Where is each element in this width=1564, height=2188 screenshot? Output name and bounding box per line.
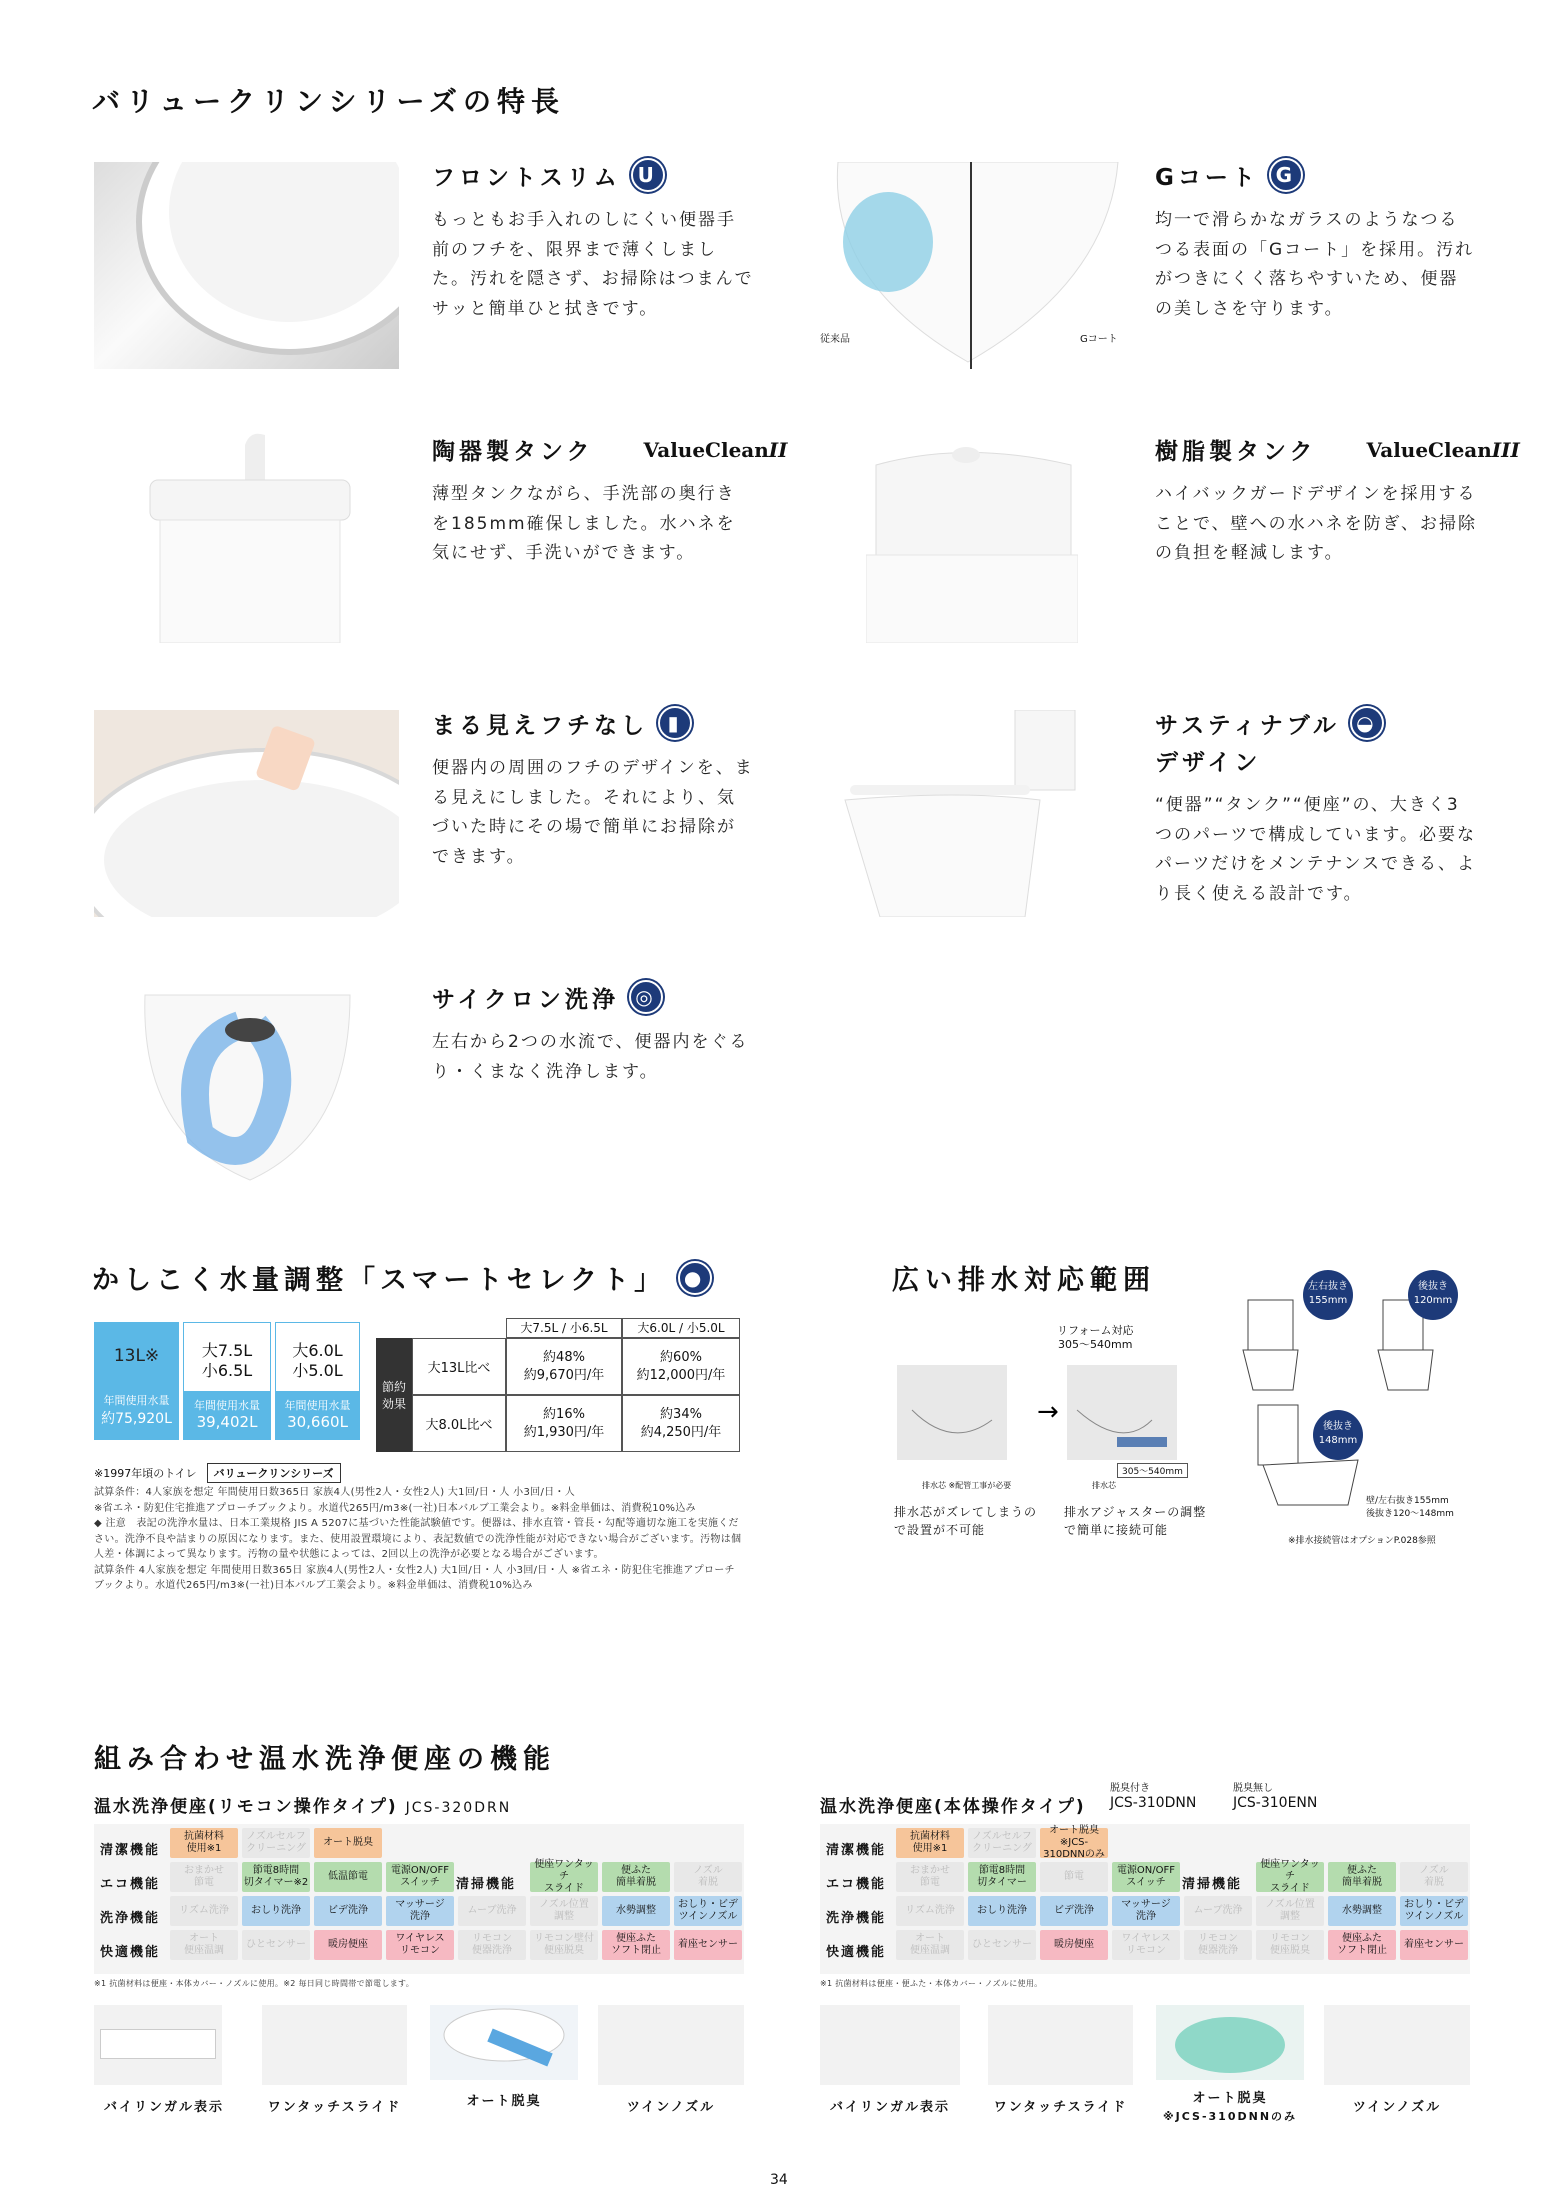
- seat-left-grid: [94, 1824, 744, 1974]
- function-cell: おしり洗浄: [242, 1896, 310, 1926]
- fine-print-line: 試算条件 4人家族を想定 年間使用日数365日 家族4人(男性2人・女性2人) 大1回/日・人 小3回/日・人 ※省エネ・防犯住宅推進アプローチブックより。水道代265円/m3※(一社)日本バルブ工業会より。※料金単価は、消費税10%込み: [94, 1564, 735, 1591]
- feature-desc: 薄型タンクながら、手洗部の奥行きを185mm確保しました。水ハネを気にせず、手洗いができます。: [432, 484, 736, 563]
- feature-desc: “便器”“タンク”“便座”の、大きく3つのパーツで構成しています。必要なパーツだけをメンテナンスできる、より長く使える設計です。: [1155, 795, 1476, 904]
- row-label: 大8.0L比べ: [412, 1395, 506, 1452]
- note-text: ※1997年頃のトイレ: [94, 1467, 197, 1480]
- smart-fine-print: [94, 1485, 744, 1594]
- function-cell: ムーブ洗浄: [1184, 1896, 1252, 1926]
- seat-section-title: 組み合わせ温水洗浄便座の機能: [94, 1744, 556, 1775]
- drain-caption-right: 排水アジャスターの調整で簡単に接続可能: [1064, 1505, 1207, 1537]
- feature-title: 陶器製タンク: [432, 439, 594, 465]
- category-label: 清潔機能: [826, 1843, 887, 1858]
- seat-right-model1: 脱臭付き JCS-310DNN: [1110, 1783, 1197, 1811]
- function-cell: リモコン 便器洗浄: [1184, 1930, 1252, 1960]
- feature-desc: 便器内の周囲のフチのデザインを、まる見えにしました。それにより、気づいた時にその場で簡単にお掃除ができます。: [432, 758, 754, 867]
- seat-left-title: 温水洗浄便座(リモコン操作タイプ) JCS-320DRN: [94, 1797, 512, 1817]
- page-number: 34: [770, 2172, 788, 2188]
- core-left-label: 排水芯 ※配管工事が必要: [922, 1481, 1012, 1490]
- water-drop-icon: ●: [678, 1261, 712, 1295]
- photo-caption: バイリンガル表示: [829, 2100, 950, 2115]
- feature-desc: 左右から2つの水流で、便器内をぐるり・くまなく洗浄します。: [432, 1032, 749, 1082]
- savings-side-label: 節約効果: [376, 1338, 412, 1452]
- g-coat-right-label: Gコート: [1080, 334, 1118, 345]
- function-cell: 抗菌材料 使用※1: [896, 1828, 964, 1858]
- bar-fill: [184, 1391, 270, 1439]
- cell: 約60% 約12,000円/年: [622, 1338, 740, 1395]
- cell: 約48% 約9,670円/年: [506, 1338, 622, 1395]
- feature-title: フロントスリム: [432, 164, 621, 191]
- seat-right-grid: [820, 1824, 1470, 1974]
- function-cell: おしり洗浄: [968, 1896, 1036, 1926]
- sustainable-photo: [840, 710, 1090, 917]
- function-cell: リモコン壁付 便座脱臭: [530, 1930, 598, 1960]
- category-label: 洗浄機能: [100, 1911, 161, 1926]
- photo-caption: ツインノズル: [626, 2100, 716, 2115]
- cyclone-icon: ◎: [629, 980, 663, 1014]
- photo-slide-left: [262, 2005, 407, 2085]
- category-label: エコ機能: [100, 1877, 161, 1892]
- seat-right-title: 温水洗浄便座(本体操作タイプ): [820, 1797, 1086, 1817]
- function-cell: 着座センサー: [1400, 1930, 1468, 1960]
- feature-desc: もっともお手入れのしにくい便器手前のフチを、限界まで薄くしました。汚れを隠さず、お掃除はつまんでサッと簡単ひと拭きです。: [432, 210, 754, 319]
- function-cell: 便ふた 簡単着脱: [602, 1862, 670, 1892]
- drain-diagram: [892, 1310, 1207, 1540]
- feature-title: サスティナブル: [1155, 712, 1340, 739]
- badge-155: 左右抜き 155mm: [1303, 1270, 1353, 1320]
- front-slim-photo: [94, 162, 399, 369]
- front-slim-icon: U: [631, 158, 665, 192]
- feature-title: サイクロン洗浄: [432, 986, 619, 1013]
- cell: 約34% 約4,250円/年: [622, 1395, 740, 1452]
- feature-g-coat: [1155, 158, 1477, 324]
- page-heading: バリュークリンシリーズの特長: [92, 85, 566, 118]
- bar-label: 年間使用水量: [103, 1394, 170, 1407]
- bar-fill: [276, 1391, 359, 1439]
- valueclean-logo: ValueCleanII: [643, 437, 788, 462]
- smart-select-section: [92, 1258, 712, 1297]
- rimless-icon: ▮: [658, 706, 692, 740]
- function-cell: 暖房便座: [1040, 1930, 1108, 1960]
- feature-cyclone: [432, 980, 754, 1087]
- category-label: エコ機能: [826, 1877, 887, 1892]
- note-box: バリュークリンシリーズ: [207, 1463, 341, 1483]
- function-cell: 暖房便座: [314, 1930, 382, 1960]
- valueclean-logo: ValueCleanIII: [1366, 437, 1520, 462]
- category-label: 洗浄機能: [826, 1911, 887, 1926]
- function-cell: ノズルセルフ クリーニング: [242, 1828, 310, 1858]
- g-coat-left-label: 従来品: [820, 334, 850, 345]
- bar-value: 約75,920L: [101, 1411, 172, 1427]
- photo-slide-right: [988, 2005, 1133, 2085]
- category-label: 清潔機能: [100, 1843, 161, 1858]
- water-bar-60: [275, 1322, 360, 1440]
- function-cell: オート 便座温調: [170, 1930, 238, 1960]
- function-cell: 節電8時間 切タイマー※2: [242, 1862, 310, 1892]
- drain-dimensions: [1238, 1270, 1468, 1550]
- function-cell: ノズル位置 調整: [1256, 1896, 1324, 1926]
- drain-title: 広い排水対応範囲: [892, 1265, 1156, 1296]
- function-cell: ビデ洗浄: [1040, 1896, 1108, 1926]
- function-cell: 節電8時間 切タイマー: [968, 1862, 1036, 1892]
- function-cell: 便座ワンタッチ スライド: [1256, 1862, 1324, 1892]
- g-coat-icon: G: [1269, 158, 1303, 192]
- photo-caption: バイリンガル表示: [103, 2100, 224, 2115]
- function-cell: 便座ふた ソフト閉止: [1328, 1930, 1396, 1960]
- seat-right-note: ※1 抗菌材料は便座・便ふた・本体カバー・ノズルに使用。: [820, 1979, 1043, 1988]
- side-note: 壁/左右抜き155mm 後抜き120〜148mm: [1366, 1496, 1454, 1519]
- function-cell: リズム洗浄: [896, 1896, 964, 1926]
- smart-note: [94, 1463, 341, 1483]
- water-bar-75: [183, 1322, 271, 1440]
- feature-sustainable: [1155, 706, 1477, 909]
- function-cell: おまかせ 節電: [170, 1862, 238, 1892]
- feature-ceramic-tank: [432, 433, 788, 569]
- photo-caption: ワンタッチスライド: [267, 2100, 402, 2115]
- photo-nozzle-left: [598, 2005, 744, 2085]
- photo-caption: ツインノズル: [1352, 2100, 1442, 2115]
- function-cell: 便ふた 簡単着脱: [1328, 1862, 1396, 1892]
- badge-148: 後抜き 148mm: [1313, 1410, 1363, 1460]
- feature-resin-tank: [1155, 433, 1520, 569]
- function-cell: リモコン 便器洗浄: [458, 1930, 526, 1960]
- category-label: 快適機能: [100, 1945, 161, 1960]
- g-coat-photo: [818, 162, 1125, 369]
- reform-label: リフォーム対応 305〜540mm: [1057, 1324, 1134, 1351]
- bar-label: 年間使用水量: [194, 1399, 260, 1412]
- col-head: 大7.5L / 小6.5L: [506, 1318, 622, 1338]
- bar-top: 13L※: [113, 1346, 160, 1366]
- bar-top: 大6.0L 小5.0L: [292, 1341, 343, 1380]
- function-cell: 電源ON/OFF スイッチ: [1112, 1862, 1180, 1892]
- feature-front-slim: [432, 158, 754, 324]
- photo-caption: オート脱臭: [466, 2094, 542, 2109]
- function-cell: 水勢調整: [602, 1896, 670, 1926]
- fine-print-line: ◆ 注意 表記の洗浄水量は、日本工業規格 JIS A 5207に基づいた性能試験値です。便器は、排水直管・管長・勾配等適切な施工を実施ください。洗浄不良や詰まりの原因になります。また、使用設置環境により、表記数値での洗浄性能が対応できない場合がございます。汚物は個人差・体調によって異なります。汚物の量や状態によっては、2回以上の洗浄が必要となる場合がございます。: [94, 1518, 742, 1560]
- section-title: かしこく水量調整「スマートセレクト」: [92, 1265, 667, 1296]
- category-label: 清掃機能: [456, 1877, 517, 1892]
- bar-value: 39,402L: [196, 1413, 258, 1431]
- function-cell: ひとセンサー: [242, 1930, 310, 1960]
- core-right-label: 排水芯: [1092, 1481, 1116, 1490]
- rimless-photo: [94, 710, 399, 917]
- function-cell: リズム洗浄: [170, 1896, 238, 1926]
- photo-caption: オート脱臭 ※JCS-310DNNのみ: [1162, 2091, 1298, 2123]
- function-cell: ノズル 着脱: [674, 1862, 742, 1892]
- seat-right-model2: 脱臭無し JCS-310ENN: [1233, 1783, 1318, 1811]
- feature-title-line2: デザイン: [1155, 750, 1262, 776]
- drain-caption-left: 排水芯がズレてしまうので設置が不可能: [894, 1505, 1038, 1537]
- feature-desc: 均一で滑らかなガラスのようなつるつる表面の「Gコート」を採用。汚れがつきにくく落ちやすいため、便器の美しさを守ります。: [1155, 210, 1475, 319]
- svg-text:→: →: [1037, 1397, 1059, 1427]
- cell: 約16% 約1,930円/年: [506, 1395, 622, 1452]
- ceramic-tank-photo: [140, 425, 360, 643]
- row-label: 大13L比べ: [412, 1338, 506, 1395]
- photo-deodor-left: [430, 2005, 578, 2080]
- photo-deodor-right: [1156, 2005, 1304, 2080]
- seat-left-note: ※1 抗菌材料は便座・本体カバー・ノズルに使用。※2 毎日同じ時間帯で節電します。: [94, 1979, 415, 1988]
- function-cell: 着座センサー: [674, 1930, 742, 1960]
- resin-tank-photo: [866, 440, 1078, 643]
- photo-bilingual-right: [820, 2005, 960, 2085]
- function-cell: ビデ洗浄: [314, 1896, 382, 1926]
- function-cell: 低温節電: [314, 1862, 382, 1892]
- function-cell: 節電: [1040, 1862, 1108, 1892]
- function-cell: おしり・ビデ ツインノズル: [674, 1896, 742, 1926]
- photo-caption: ワンタッチスライド: [993, 2100, 1128, 2115]
- bar-top: 大7.5L 小6.5L: [201, 1341, 253, 1380]
- function-cell: おしり・ビデ ツインノズル: [1400, 1896, 1468, 1926]
- drain-footnote: ※排水接続管はオプションP.028参照: [1288, 1536, 1436, 1546]
- function-cell: おまかせ 節電: [896, 1862, 964, 1892]
- function-cell: 電源ON/OFF スイッチ: [386, 1862, 454, 1892]
- sustainable-icon: ◒: [1350, 706, 1384, 740]
- cyclone-photo: [140, 985, 355, 1185]
- function-cell: ノズル 着脱: [1400, 1862, 1468, 1892]
- function-cell: オート脱臭: [314, 1828, 382, 1858]
- photo-bilingual-left: [94, 2005, 222, 2085]
- function-cell: ムーブ洗浄: [458, 1896, 526, 1926]
- function-cell: ワイヤレス リモコン: [386, 1930, 454, 1960]
- badge-120: 後抜き 120mm: [1408, 1270, 1458, 1320]
- function-cell: 便座ワンタッチ スライド: [530, 1862, 598, 1892]
- savings-table: [376, 1318, 740, 1452]
- feature-title: まる見えフチなし: [432, 712, 648, 739]
- water-bar-13l: [94, 1322, 179, 1440]
- photo-nozzle-right: [1324, 2005, 1470, 2085]
- function-cell: オート 便座温調: [896, 1930, 964, 1960]
- bar-label: 年間使用水量: [284, 1399, 351, 1412]
- fine-print-line: ※省エネ・防犯住宅推進アプローチブックより。水道代265円/m3※(一社)日本バルブ工業会より。※料金単価は、消費税10%込み: [94, 1502, 696, 1514]
- function-cell: オート脱臭 ※JCS-310DNNのみ: [1040, 1828, 1108, 1858]
- category-label: 清掃機能: [1182, 1877, 1243, 1892]
- bar-value: 30,660L: [287, 1413, 348, 1431]
- function-cell: 抗菌材料 使用※1: [170, 1828, 238, 1858]
- feature-desc: ハイバックガードデザインを採用することで、壁への水ハネを防ぎ、お掃除の負担を軽減します。: [1155, 484, 1477, 563]
- feature-title: 樹脂製タンク: [1155, 439, 1317, 465]
- function-cell: ノズル位置 調整: [530, 1896, 598, 1926]
- function-cell: マッサージ 洗浄: [386, 1896, 454, 1926]
- col-head: 大6.0L / 小5.0L: [622, 1318, 740, 1338]
- feature-rimless: [432, 706, 754, 872]
- function-cell: 便座ふた ソフト閉止: [602, 1930, 670, 1960]
- function-cell: ひとセンサー: [968, 1930, 1036, 1960]
- feature-title: Gコート: [1155, 164, 1259, 191]
- category-label: 快適機能: [826, 1945, 887, 1960]
- function-cell: マッサージ 洗浄: [1112, 1896, 1180, 1926]
- range-label: 305〜540mm: [1117, 1463, 1188, 1478]
- fine-print-line: 試算条件：4人家族を想定 年間使用日数365日 家族4人(男性2人・女性2人) 大1回/日・人 小3回/日・人: [94, 1487, 576, 1498]
- function-cell: 水勢調整: [1328, 1896, 1396, 1926]
- function-cell: リモコン 便座脱臭: [1256, 1930, 1324, 1960]
- function-cell: ワイヤレス リモコン: [1112, 1930, 1180, 1960]
- function-cell: ノズルセルフ クリーニング: [968, 1828, 1036, 1858]
